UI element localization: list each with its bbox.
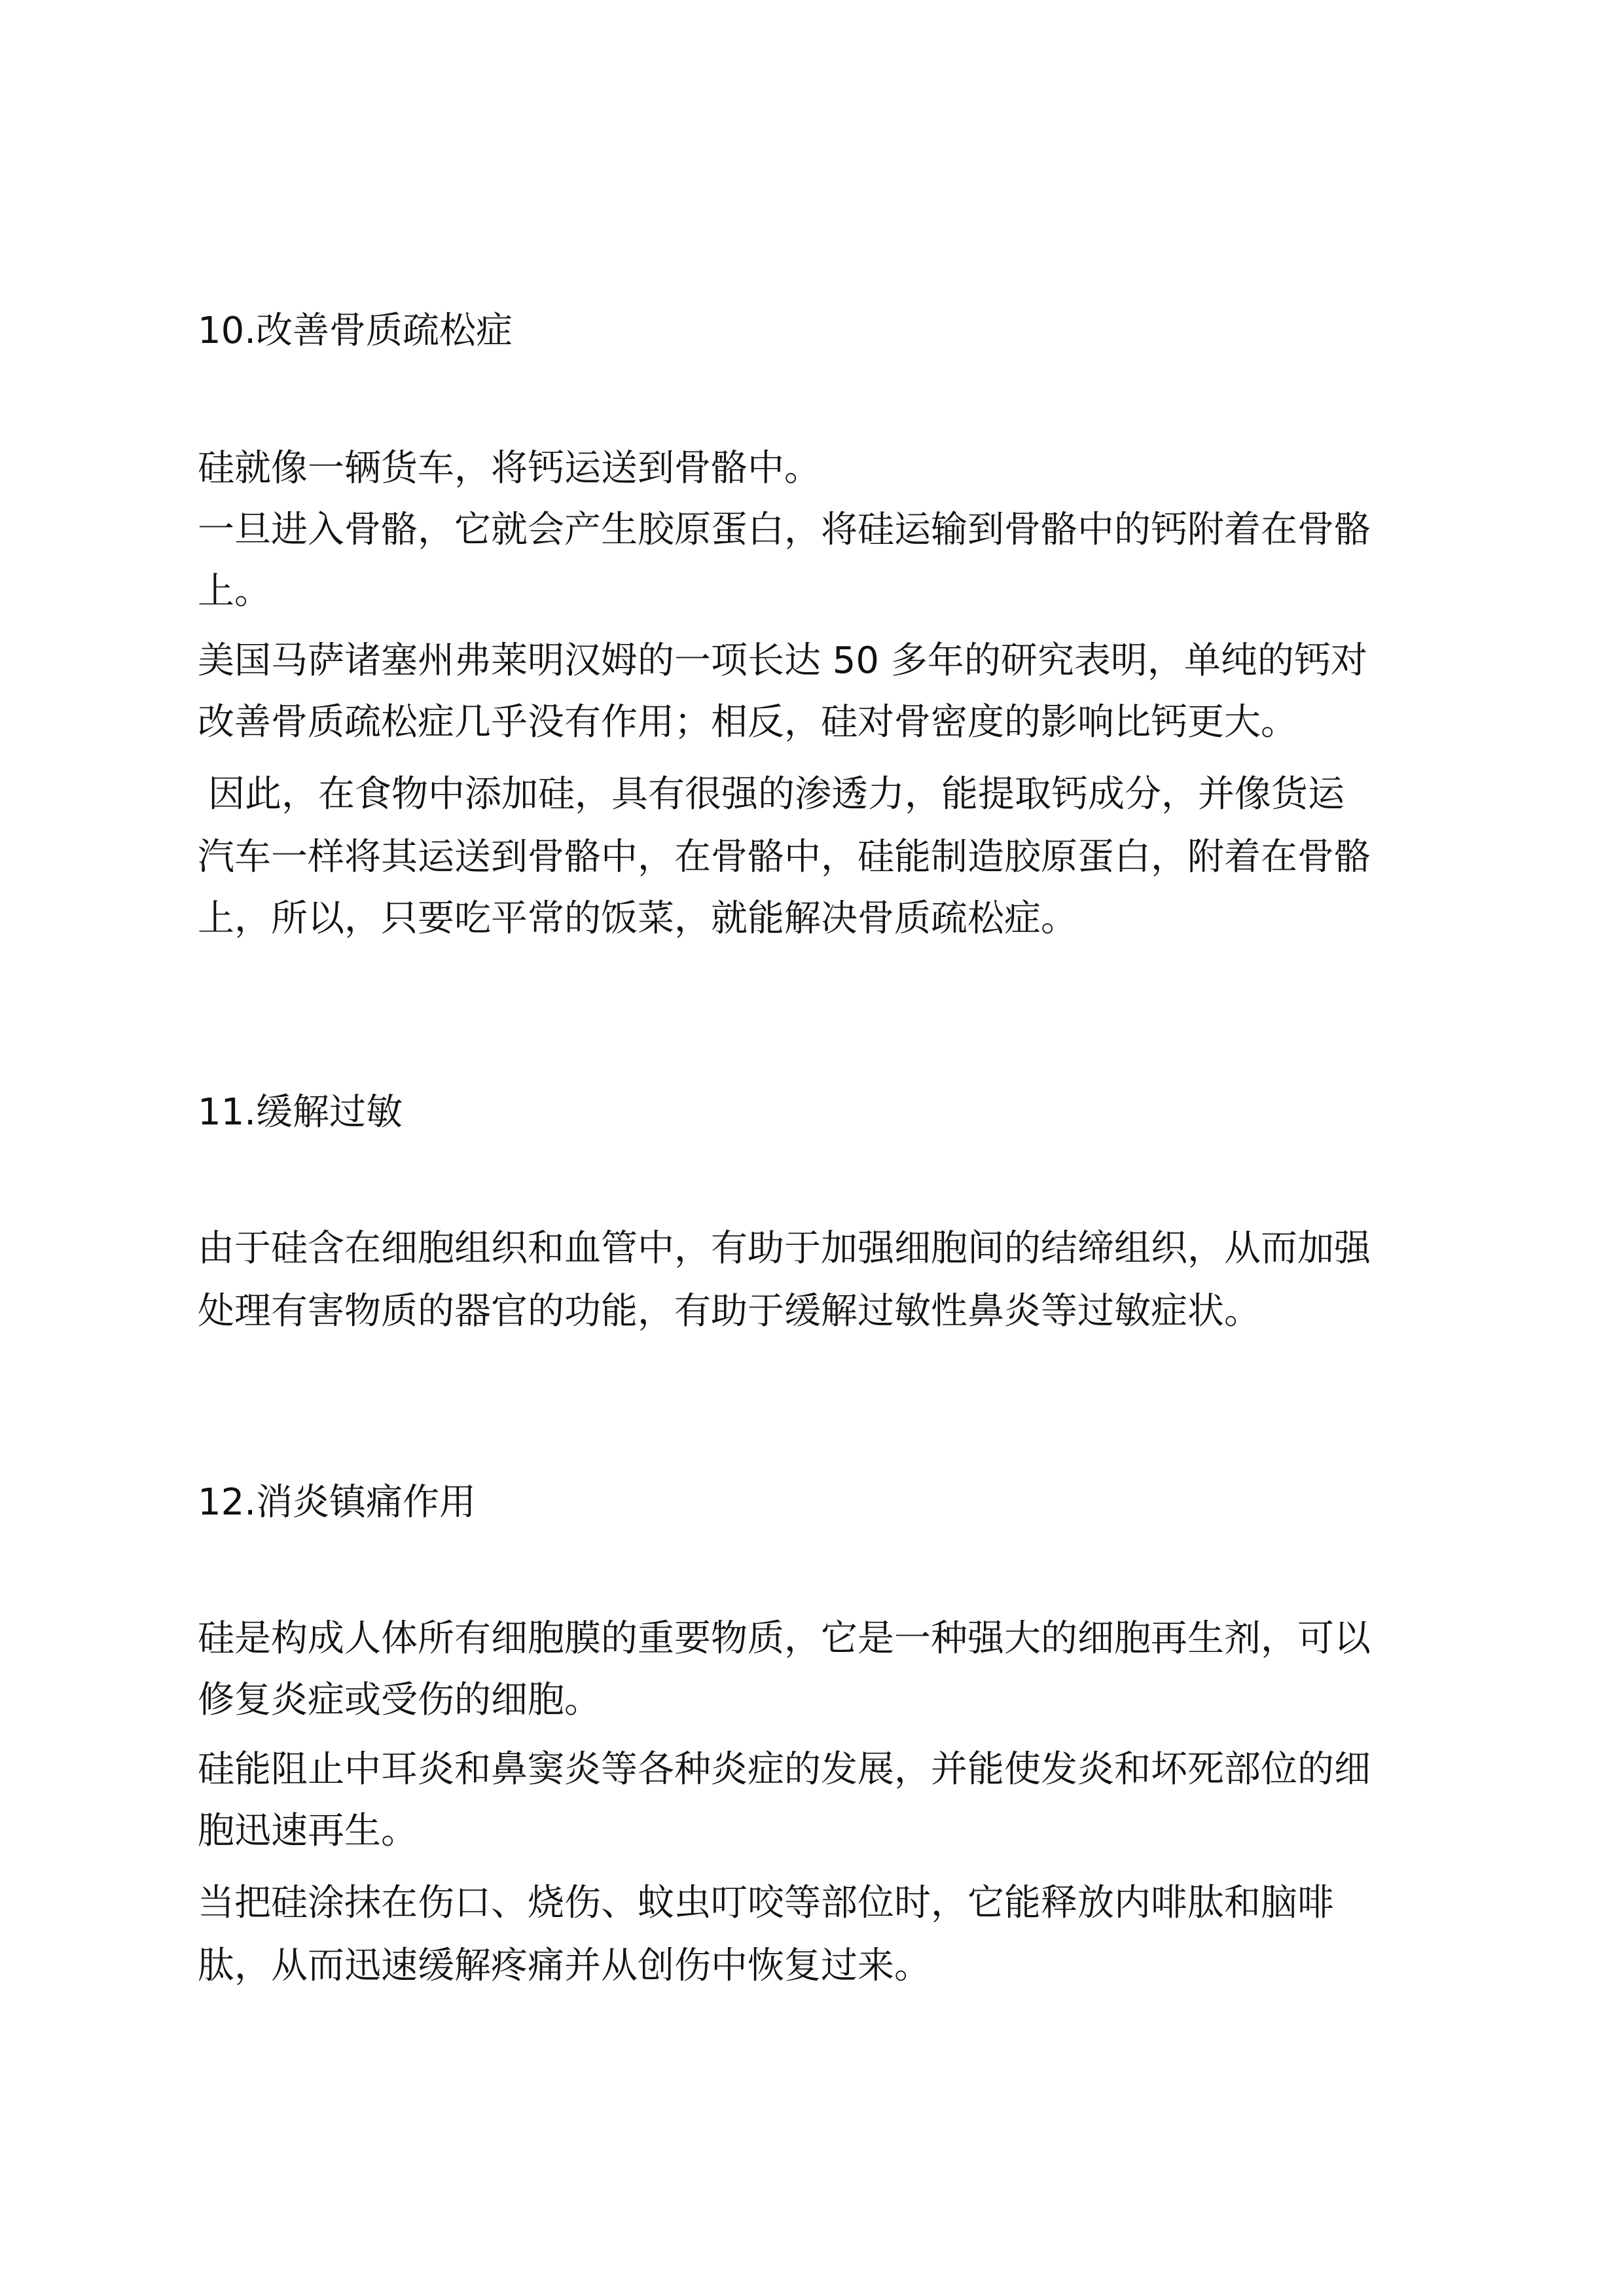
section-heading-11: 11.缓解过敏: [198, 1091, 403, 1134]
paragraph-line: 改善骨质疏松症几乎没有作用；相反，硅对骨密度的影响比钙更大。: [198, 701, 1297, 744]
paragraph-line: 肽，从而迅速缓解疼痛并从创伤中恢复过来。: [198, 1945, 931, 1987]
paragraph-line: 汽车一样将其运送到骨骼中，在骨骼中，硅能制造胶原蛋白，附着在骨骼: [198, 836, 1371, 878]
paragraph-line: 当把硅涂抹在伤口、烧伤、蚊虫叮咬等部位时，它能释放内啡肽和脑啡: [198, 1882, 1334, 1924]
paragraph-line: 上，所以，只要吃平常的饭菜，就能解决骨质疏松症。: [198, 897, 1077, 940]
paragraph-line: 硅是构成人体所有细胞膜的重要物质，它是一种强大的细胞再生剂，可以: [198, 1617, 1371, 1660]
paragraph-line: 一旦进入骨骼，它就会产生胶原蛋白，将硅运输到骨骼中的钙附着在骨骼: [198, 509, 1371, 551]
section-heading-12: 12.消炎镇痛作用: [198, 1481, 477, 1524]
paragraph-line: 硅能阻止中耳炎和鼻窦炎等各种炎症的发展，并能使发炎和坏死部位的细: [198, 1748, 1371, 1791]
section-heading-10: 10.改善骨质疏松症: [198, 310, 513, 352]
paragraph-line: 处理有害物质的器官的功能，有助于缓解过敏性鼻炎等过敏症状。: [198, 1290, 1261, 1333]
paragraph-line: 由于硅含在细胞组织和血管中，有助于加强细胞间的结缔组织，从而加强: [198, 1227, 1371, 1270]
paragraph-line: 上。: [198, 570, 271, 613]
paragraph-line: 胞迅速再生。: [198, 1810, 418, 1852]
paragraph-line: 硅就像一辆货车，将钙运送到骨骼中。: [198, 447, 821, 490]
paragraph-line: 因此，在食物中添加硅，具有很强的渗透力，能提取钙成分，并像货运: [208, 773, 1344, 816]
paragraph-line: 美国马萨诸塞州弗莱明汉姆的一项长达 50 多年的研究表明，单纯的钙对: [198, 639, 1367, 682]
paragraph-line: 修复炎症或受伤的细胞。: [198, 1679, 601, 1721]
